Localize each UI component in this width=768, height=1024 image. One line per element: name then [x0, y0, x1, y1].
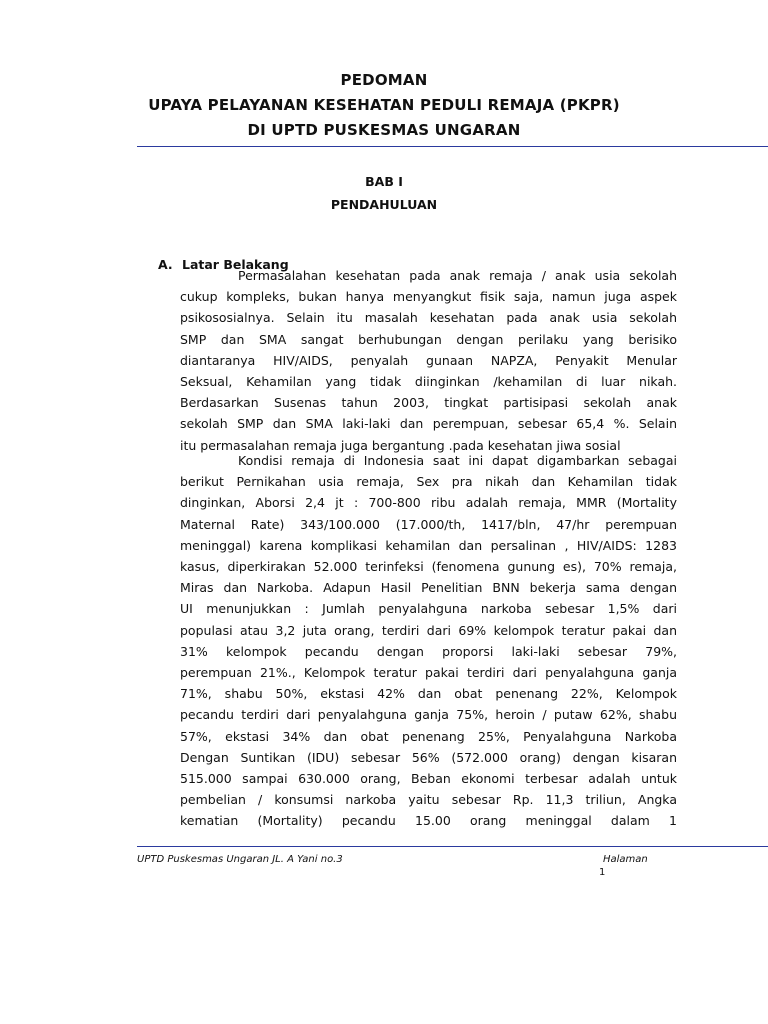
text-line: cukup kompleks, bukan hanya menyangkut fisik saja, namun juga aspek [180, 289, 677, 305]
text-line: berikut Pernikahan usia remaja, Sex pra nikah dan Kehamilan tidak [180, 474, 677, 490]
text-line: 31% kelompok pecandu dengan proporsi laki-laki sebesar 79%, [180, 643, 677, 659]
title-line-2: UPAYA PELAYANAN KESEHATAN PEDULI REMAJA (PKPR) [148, 96, 620, 114]
section-heading-text: Latar Belakang [182, 257, 289, 272]
text-line: Seksual, Kehamilan yang tidak diinginkan /kehamilan di luar nikah. [180, 374, 677, 390]
text-line: meninggal) karena komplikasi kehamilan dan persalinan , HIV/AIDS: 1283 [180, 537, 677, 553]
text-line: Miras dan Narkoba. Adapun Hasil Penelitian BNN bekerja sama dengan [180, 580, 677, 596]
text-line: perempuan 21%., Kelompok teratur pakai terdiri dari penyalahguna ganja [180, 665, 677, 681]
header-divider [137, 146, 768, 147]
text-line: Dengan Suntikan (IDU) sebesar 56% (572.000 orang) dengan kisaran [180, 749, 677, 765]
section-marker: A. [158, 257, 173, 272]
footer-address: UPTD Puskesmas Ungaran JL. A Yani no.3 [137, 854, 343, 865]
footer-page-number: 1 [599, 867, 606, 878]
title-line-3: DI UPTD PUSKESMAS UNGARAN [247, 121, 521, 139]
chapter-number: BAB I [365, 174, 403, 189]
text-line: 71%, shabu 50%, ekstasi 42% dan obat penenang 22%, Kelompok [180, 686, 677, 702]
text-line: populasi atau 3,2 juta orang, terdiri dari 69% kelompok teratur pakai dan [180, 622, 677, 638]
text-line: pecandu terdiri dari penyalahguna ganja 75%, heroin / putaw 62%, shabu [180, 707, 677, 723]
footer-divider [137, 846, 768, 847]
text-line: psikososialnya. Selain itu masalah kesehatan pada anak usia sekolah [180, 310, 677, 326]
title-line-1: PEDOMAN [340, 71, 428, 89]
text-line: Kondisi remaja di Indonesia saat ini dapat digambarkan sebagai [238, 453, 677, 468]
text-line: sekolah SMP dan SMA laki-laki dan perempuan, sebesar 65,4 %. Selain [180, 416, 677, 432]
text-line: kematian (Mortality) pecandu 15.00 orang meninggal dalam 1 [180, 813, 677, 829]
chapter-name: PENDAHULUAN [330, 197, 438, 212]
text-line: diantaranya HIV/AIDS, penyalah gunaan NAPZA, Penyakit Menular [180, 352, 677, 368]
text-line: UI menunjukkan : Jumlah penyalahguna narkoba sebesar 1,5% dari [180, 601, 677, 617]
text-line: 515.000 sampai 630.000 orang, Beban ekonomi terbesar adalah untuk [180, 771, 677, 787]
footer-page-label: Halaman [603, 854, 648, 865]
text-line: pembelian / konsumsi narkoba yaitu sebesar Rp. 11,3 triliun, Angka [180, 792, 677, 808]
paragraph-latar-belakang-2 [180, 450, 677, 832]
text-line: Permasalahan kesehatan pada anak remaja / anak usia sekolah [238, 268, 677, 283]
text-line: 57%, ekstasi 34% dan obat penenang 25%, Penyalahguna Narkoba [180, 728, 677, 744]
paragraph-latar-belakang-1 [180, 265, 677, 456]
document-title [0, 68, 768, 143]
text-line: Maternal Rate) 343/100.000 (17.000/th, 1417/bln, 47/hr perempuan [180, 516, 677, 532]
text-line: Berdasarkan Susenas tahun 2003, tingkat partisipasi sekolah anak [180, 395, 677, 411]
text-line: kasus, diperkirakan 52.000 terinfeksi (fenomena gunung es), 70% remaja, [180, 559, 677, 575]
text-line: itu permasalahan remaja juga bergantung .pada kesehatan jiwa sosial [180, 437, 621, 453]
text-line: dinginkan, Aborsi 2,4 jt : 700-800 ribu adalah remaja, MMR (Mortality [180, 495, 677, 511]
text-line: SMP dan SMA sangat berhubungan dengan perilaku yang berisiko [180, 331, 677, 347]
